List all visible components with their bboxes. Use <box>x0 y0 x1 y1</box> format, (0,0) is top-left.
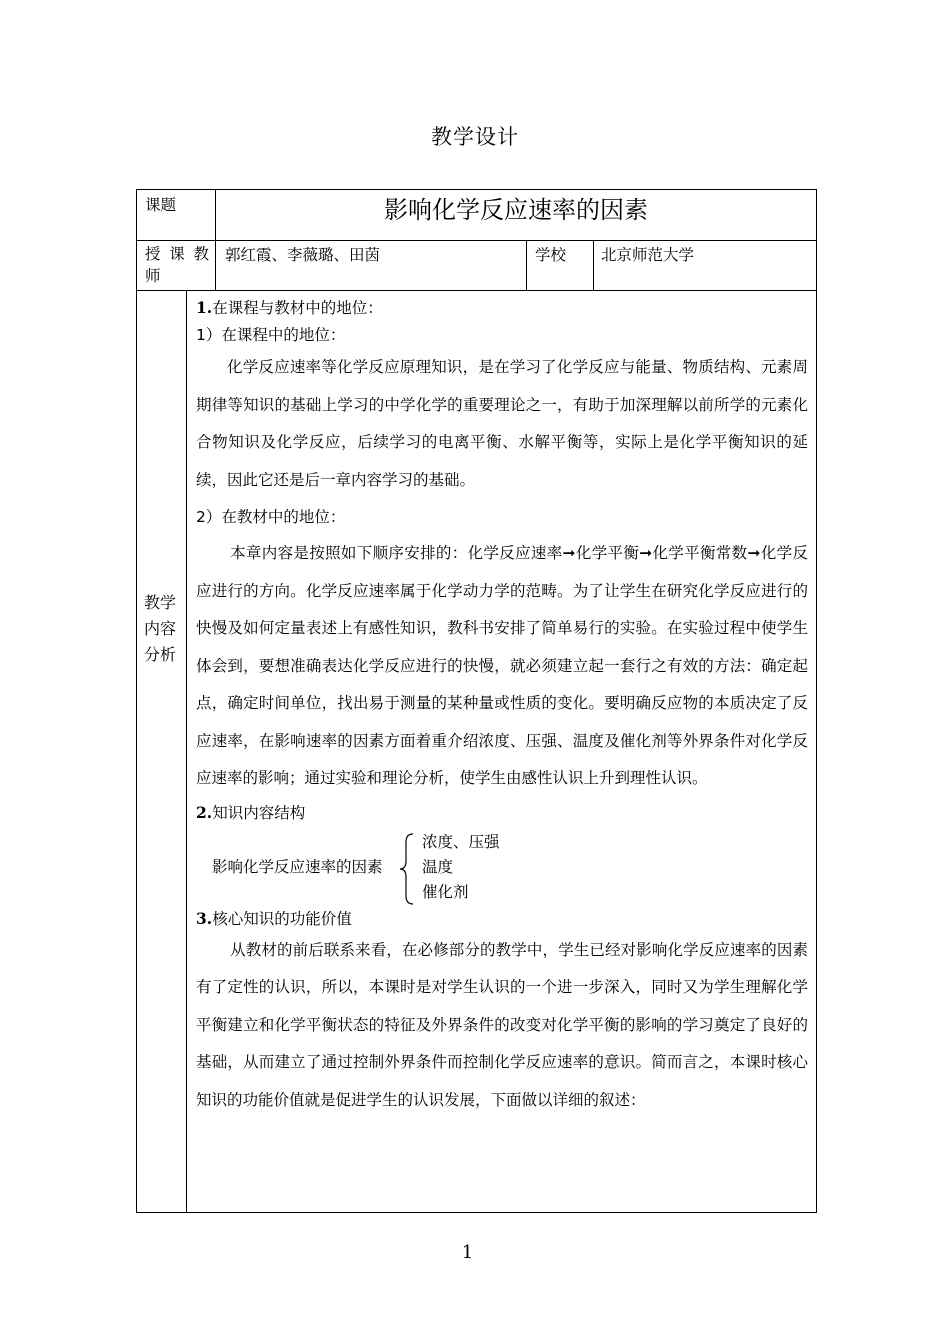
structure-item-3: 催化剂 <box>422 882 469 901</box>
col-divider-school-label <box>526 240 527 291</box>
section-1-paragraph-1: 化学反应速率等化学反应原理知识，是在学习了化学反应与能量、物质结构、元素周期律等知识的基础上学习的中学化学的重要理论之一，有助于加深理解以前所学的元素化合物知识及化学反应，后续学习的电离平衡、水解平衡等，实际上是化学平衡知识的延续，因此它还是后一章内容学习的基础。 <box>196 358 808 489</box>
analysis-label: 教学内容分析 <box>144 593 177 664</box>
school-label: 学校 <box>535 246 567 264</box>
col-divider-label-bottom <box>186 290 187 1213</box>
teachers-value: 郭红霞、李薇璐、田茵 <box>225 246 381 264</box>
structure-lead: 影响化学反应速率的因素 <box>212 857 383 876</box>
section-1-number: 1. <box>196 298 213 317</box>
teacher-label: 授 课 教 师 <box>145 245 209 285</box>
section-1-sub-2: 2）在教材中的地位： <box>196 508 346 526</box>
row-divider-2 <box>136 290 817 291</box>
lesson-title: 影响化学反应速率的因素 <box>384 196 648 224</box>
document-title: 教学设计 <box>431 125 519 149</box>
section-3-heading <box>196 906 808 932</box>
section-1-title: 在课程与教材中的地位： <box>212 299 383 317</box>
analysis-content <box>196 295 808 1119</box>
structure-item-2: 温度 <box>422 857 454 876</box>
structure-item-1: 浓度、压强 <box>422 832 500 851</box>
curly-brace-icon <box>398 832 416 906</box>
section-1-sub-1: 1）在课程中的地位： <box>196 326 346 344</box>
row-divider-1 <box>136 240 817 241</box>
section-2-heading <box>196 798 808 828</box>
page-number: 1 <box>461 1242 474 1263</box>
section-3-title: 核心知识的功能价值 <box>212 909 352 928</box>
section-1-heading <box>196 295 808 321</box>
col-divider-school-value <box>593 240 594 291</box>
section-3-paragraph: 从教材的前后联系来看，在必修部分的教学中，学生已经对影响化学反应速率的因素有了定性的认识，所以，本课时是对学生认识的一个进一步深入，同时又为学生理解化学平衡建立和化学平衡状态的特征及外界条件的改变对化学平衡的影响的学习奠定了良好的基础，从而建立了通过控制外界条件而控制化学反应速率的意识。简而言之，本课时核心知识的功能价值就是促进学生的认识发展，下面做以详细的叙述： <box>196 940 808 1109</box>
knowledge-structure <box>196 830 808 906</box>
table-border-right <box>816 189 817 1213</box>
lesson-label: 课题 <box>145 196 177 214</box>
table-border-top <box>136 189 817 190</box>
table-border-left <box>136 189 137 1213</box>
school-value: 北京师范大学 <box>601 246 695 264</box>
section-2-number: 2. <box>196 802 213 822</box>
section-2-title: 知识内容结构 <box>212 803 306 822</box>
section-1-paragraph-2: 本章内容是按照如下顺序安排的：化学反应速率➞化学平衡➞化学平衡常数➞化学反应进行的方向。化学反应速率属于化学动力学的范畴。为了让学生在研究化学反应进行的快慢及如何定量表述上有感性知识，教科书安排了简单易行的实验。在实验过程中使学生体会到，要想准确表达化学反应进行的快慢，就必须建立起一套行之有效的方法：确定起点，确定时间单位，找出易于测量的某种量或性质的变化。要明确反应物的本质决定了反应速率，在影响速率的因素方面着重介绍浓度、压强、温度及催化剂等外界条件对化学反应速率的影响；通过实验和理论分析，使学生由感性认识上升到理性认识。 <box>196 544 808 787</box>
table-border-bottom <box>136 1212 817 1213</box>
section-3-number: 3. <box>196 908 213 928</box>
